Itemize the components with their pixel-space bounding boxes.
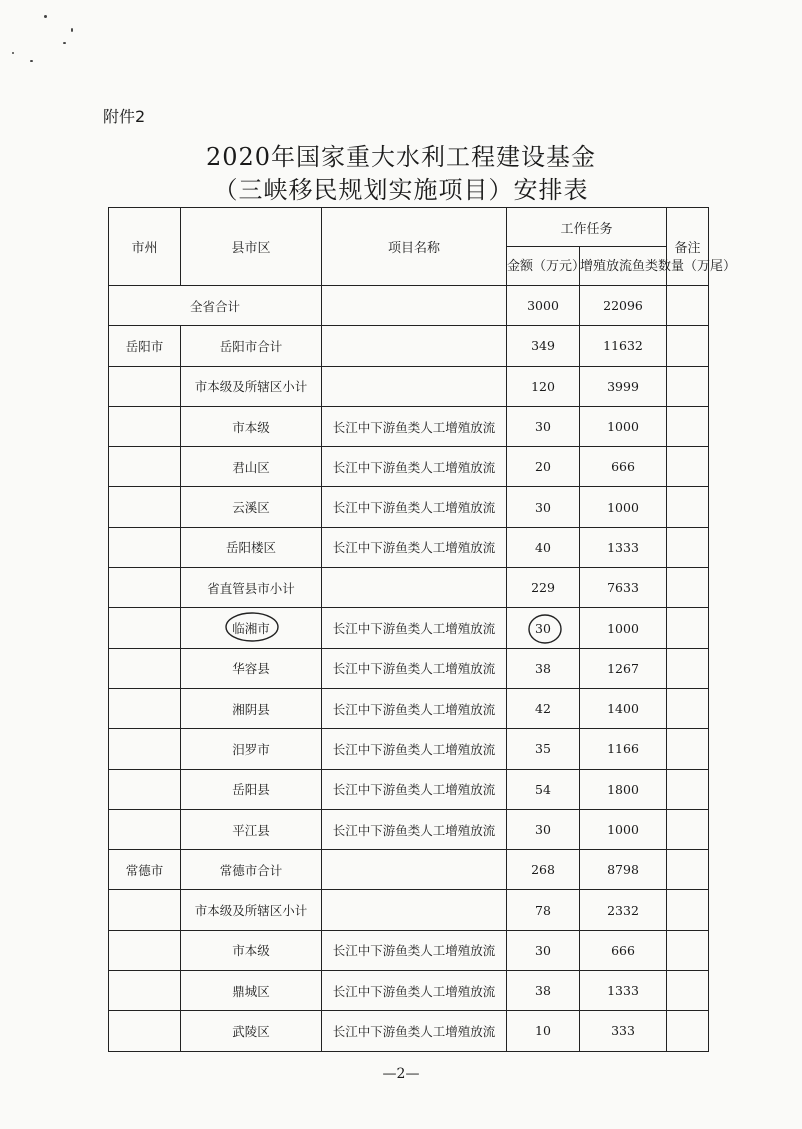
header-city: 市州	[109, 208, 181, 286]
amount-cell	[507, 1011, 580, 1051]
project-cell-text: 长江中下游鱼类人工增殖放流	[332, 459, 496, 475]
city-cell-text: 岳阳市	[125, 338, 164, 354]
amount-cell	[507, 286, 580, 326]
amount-cell-text: 30	[535, 499, 551, 515]
project-cell	[322, 850, 507, 890]
header-project: 项目名称	[322, 208, 507, 286]
amount-cell-text: 35	[535, 741, 551, 757]
amount-cell-text: 30	[535, 822, 551, 837]
project-cell	[322, 648, 507, 688]
project-cell-text: 长江中下游鱼类人工增殖放流	[332, 822, 496, 838]
project-cell-text: 长江中下游鱼类人工增殖放流	[332, 943, 496, 959]
project-cell-text: 长江中下游鱼类人工增殖放流	[332, 621, 496, 637]
fish-cell-text: 3999	[607, 378, 639, 394]
table-body	[109, 286, 709, 1052]
project-cell-text: 长江中下游鱼类人工增殖放流	[332, 983, 496, 999]
amount-cell	[507, 366, 580, 406]
project-cell-text: 长江中下游鱼类人工增殖放流	[332, 701, 496, 717]
amount-cell	[507, 890, 580, 930]
project-cell	[322, 487, 507, 527]
amount-cell	[507, 688, 580, 728]
project-cell	[322, 930, 507, 970]
county-cell-text: 岳阳楼区	[225, 540, 276, 556]
amount-cell-text: 30	[535, 621, 551, 636]
remark-cell	[667, 286, 709, 326]
table-row	[109, 447, 709, 487]
table-row	[109, 1011, 709, 1051]
amount-cell-text: 120	[531, 378, 555, 394]
county-cell-text: 云溪区	[232, 500, 270, 516]
amount-cell	[507, 930, 580, 970]
amount-cell-text: 54	[535, 781, 551, 797]
project-cell	[322, 688, 507, 728]
city-cell	[109, 568, 181, 608]
county-cell	[181, 406, 322, 446]
table-row	[109, 527, 709, 567]
fish-cell	[580, 1011, 667, 1051]
project-cell	[322, 406, 507, 446]
amount-cell-text: 38	[535, 983, 551, 999]
remark-cell	[667, 930, 709, 970]
amount-cell-text: 40	[535, 539, 551, 555]
city-cell	[109, 930, 181, 970]
city-cell	[109, 648, 181, 688]
project-cell-text: 长江中下游鱼类人工增殖放流	[332, 661, 496, 677]
remark-cell	[667, 366, 709, 406]
amount-cell-text: 38	[535, 660, 551, 676]
pen-circle-mark	[224, 611, 280, 643]
amount-cell	[507, 326, 580, 366]
remark-cell	[667, 568, 709, 608]
county-cell	[181, 729, 322, 769]
fish-cell-text: 11632	[603, 338, 643, 354]
fish-cell-text: 1400	[607, 701, 639, 717]
table-row	[109, 850, 709, 890]
project-cell-text: 长江中下游鱼类人工增殖放流	[332, 419, 496, 435]
county-cell-text: 岳阳市合计	[219, 338, 283, 354]
fish-cell-text: 22096	[603, 298, 643, 314]
amount-cell	[507, 769, 580, 809]
amount-cell	[507, 850, 580, 890]
fish-cell-text: 666	[611, 459, 635, 475]
fish-cell	[580, 366, 667, 406]
remark-cell	[667, 406, 709, 446]
table-row	[109, 568, 709, 608]
amount-cell-text: 42	[535, 701, 551, 717]
fish-cell	[580, 809, 667, 849]
amount-cell-text: 3000	[527, 298, 559, 314]
county-cell	[181, 1011, 322, 1051]
project-cell	[322, 890, 507, 930]
city-cell	[109, 769, 181, 809]
city-cell	[109, 527, 181, 567]
table-row	[109, 648, 709, 688]
table-row	[109, 366, 709, 406]
city-cell-text: 常德市	[125, 862, 164, 878]
amount-cell-text: 78	[535, 902, 551, 918]
fish-cell	[580, 326, 667, 366]
project-cell	[322, 729, 507, 769]
amount-cell-text: 20	[535, 459, 551, 475]
remark-cell	[667, 688, 709, 728]
header-county: 县市区	[181, 208, 322, 286]
project-cell	[322, 366, 507, 406]
city-cell	[109, 1011, 181, 1051]
table-row	[109, 688, 709, 728]
fish-cell-text: 1000	[607, 822, 639, 837]
project-cell-text: 长江中下游鱼类人工增殖放流	[332, 500, 496, 516]
amount-cell	[507, 447, 580, 487]
amount-cell-text: 268	[531, 862, 555, 878]
project-cell	[322, 769, 507, 809]
table-row	[109, 608, 709, 648]
amount-cell	[507, 527, 580, 567]
document-title-line2: （三峡移民规划实施项目）安排表	[213, 176, 589, 204]
county-cell-text: 全省合计	[189, 298, 240, 314]
remark-cell	[667, 769, 709, 809]
table-row	[109, 487, 709, 527]
city-cell	[109, 729, 181, 769]
fish-cell-text: 1267	[607, 660, 639, 676]
city-cell	[109, 608, 181, 648]
remark-cell	[667, 729, 709, 769]
project-cell	[322, 527, 507, 567]
fish-cell	[580, 971, 667, 1011]
county-cell	[181, 568, 322, 608]
fish-cell	[580, 527, 667, 567]
county-cell	[109, 286, 322, 326]
table-row	[109, 930, 709, 970]
amount-cell-text: 30	[535, 419, 551, 435]
fish-cell-text: 1166	[607, 741, 639, 757]
amount-cell	[507, 809, 580, 849]
project-cell	[322, 971, 507, 1011]
county-cell	[181, 608, 322, 648]
county-cell-text: 省直管县市小计	[207, 580, 295, 596]
county-cell	[181, 447, 322, 487]
amount-cell-text: 30	[535, 942, 551, 958]
fish-cell-text: 1000	[607, 620, 639, 636]
project-cell	[322, 447, 507, 487]
county-cell	[181, 326, 322, 366]
fish-cell-text: 1333	[607, 539, 639, 555]
fish-cell-text: 1000	[607, 499, 639, 515]
fish-cell	[580, 447, 667, 487]
city-cell	[109, 688, 181, 728]
county-cell	[181, 487, 322, 527]
city-cell	[109, 809, 181, 849]
project-cell-text: 长江中下游鱼类人工增殖放流	[332, 782, 496, 798]
city-cell	[109, 850, 181, 890]
amount-cell-text: 229	[531, 580, 555, 596]
amount-cell	[507, 487, 580, 527]
fish-cell	[580, 769, 667, 809]
county-cell-text: 市本级及所辖区小计	[194, 903, 308, 919]
remark-cell	[667, 648, 709, 688]
header-remark: 备注	[667, 208, 709, 286]
county-cell-text: 君山区	[232, 459, 270, 475]
county-cell-text: 岳阳县	[232, 782, 270, 798]
project-cell	[322, 809, 507, 849]
fish-cell	[580, 648, 667, 688]
county-cell-text: 湘阴县	[232, 701, 270, 717]
amount-cell	[507, 568, 580, 608]
city-cell	[109, 447, 181, 487]
project-cell	[322, 326, 507, 366]
fish-cell-text: 1333	[607, 983, 639, 999]
city-cell	[109, 487, 181, 527]
table-row	[109, 729, 709, 769]
city-cell	[109, 890, 181, 930]
project-cell-text: 长江中下游鱼类人工增殖放流	[332, 1023, 496, 1039]
county-cell-text: 市本级及所辖区小计	[194, 379, 308, 395]
header-fish: 增殖放流鱼类数量（万尾）	[580, 247, 667, 286]
county-cell	[181, 648, 322, 688]
remark-cell	[667, 850, 709, 890]
project-cell	[322, 1011, 507, 1051]
city-cell	[109, 366, 181, 406]
header-task-group: 工作任务	[507, 208, 667, 247]
county-cell	[181, 850, 322, 890]
project-cell-text: 长江中下游鱼类人工增殖放流	[332, 741, 496, 757]
fish-cell	[580, 850, 667, 890]
table-row	[109, 809, 709, 849]
county-cell-text: 市本级	[232, 943, 270, 959]
table-row	[109, 326, 709, 366]
county-cell-text: 鼎城区	[232, 983, 270, 999]
county-cell-text: 平江县	[232, 822, 270, 838]
fish-cell-text: 1800	[607, 781, 639, 797]
county-cell	[181, 688, 322, 728]
county-cell-text: 常德市合计	[219, 862, 283, 878]
county-cell	[181, 930, 322, 970]
amount-cell-text: 10	[535, 1023, 551, 1039]
remark-cell	[667, 527, 709, 567]
table-row	[109, 406, 709, 446]
remark-cell	[667, 608, 709, 648]
fish-cell-text: 2332	[607, 902, 639, 918]
fish-cell-text: 7633	[607, 580, 639, 596]
table-row	[109, 971, 709, 1011]
amount-cell	[507, 608, 580, 648]
county-cell	[181, 366, 322, 406]
amount-cell-text: 349	[531, 338, 555, 354]
county-cell-text: 临湘市	[232, 619, 270, 637]
remark-cell	[667, 890, 709, 930]
fish-cell	[580, 608, 667, 648]
remark-cell	[667, 809, 709, 849]
amount-cell	[507, 729, 580, 769]
fish-cell-text: 333	[611, 1023, 635, 1039]
fish-cell	[580, 487, 667, 527]
amount-cell	[507, 406, 580, 446]
fish-cell	[580, 890, 667, 930]
county-cell	[181, 809, 322, 849]
fish-cell	[580, 568, 667, 608]
fish-cell-text: 8798	[607, 862, 639, 878]
county-cell	[181, 971, 322, 1011]
fish-cell	[580, 406, 667, 446]
county-cell-text: 市本级	[232, 419, 270, 435]
fish-cell	[580, 930, 667, 970]
project-cell	[322, 608, 507, 648]
remark-cell	[667, 326, 709, 366]
city-cell	[109, 326, 181, 366]
county-cell-text: 华容县	[232, 661, 270, 677]
county-cell-text: 汨罗市	[232, 741, 270, 757]
document-title-line1: 2020年国家重大水利工程建设基金	[205, 143, 597, 171]
fish-cell	[580, 729, 667, 769]
city-cell	[109, 971, 181, 1011]
remark-cell	[667, 971, 709, 1011]
county-cell	[181, 527, 322, 567]
attachment-label: 附件2	[103, 107, 146, 126]
fish-cell-text: 666	[611, 942, 635, 958]
project-cell	[322, 568, 507, 608]
header-amount: 金额（万元）	[507, 247, 580, 286]
fish-cell-text: 1000	[607, 419, 639, 435]
county-cell-text: 武陵区	[232, 1023, 270, 1039]
amount-cell	[507, 648, 580, 688]
remark-cell	[667, 1011, 709, 1051]
remark-cell	[667, 487, 709, 527]
allocation-table	[108, 207, 737, 1052]
table-row	[109, 890, 709, 930]
fish-cell	[580, 688, 667, 728]
page-number: —2—	[382, 1066, 420, 1082]
county-cell	[181, 890, 322, 930]
table-row	[109, 286, 709, 326]
county-cell	[181, 769, 322, 809]
pen-circle-mark	[527, 613, 563, 645]
fish-cell	[580, 286, 667, 326]
table-row	[109, 769, 709, 809]
city-cell	[109, 406, 181, 446]
remark-cell	[667, 447, 709, 487]
project-cell	[322, 286, 507, 326]
amount-cell	[507, 971, 580, 1011]
project-cell-text: 长江中下游鱼类人工增殖放流	[332, 540, 496, 556]
